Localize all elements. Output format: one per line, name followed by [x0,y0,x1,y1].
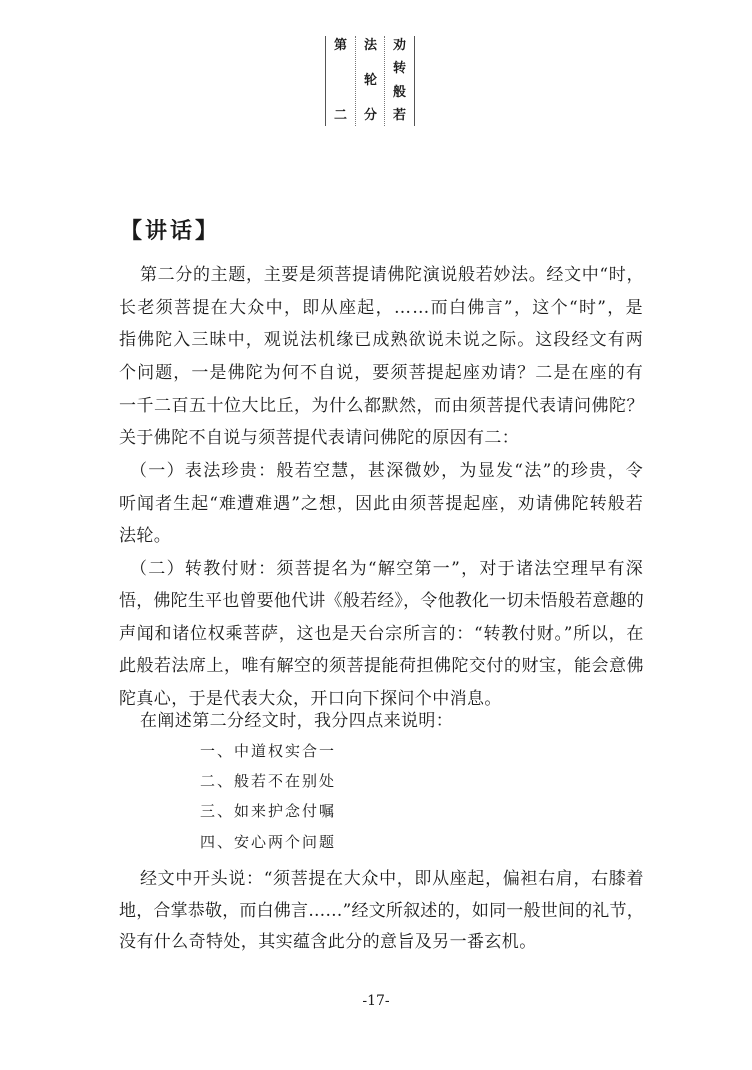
outline-item: 三、如来护念付嘱 [200,802,337,820]
paragraph-line: 法轮。 [119,526,172,546]
header-title-char: 般 [392,85,406,100]
header-section-column [355,36,385,126]
header-chapter-char: 二 [333,108,347,123]
paragraph-line: 长老须菩提在大众中，即从座起，……而白佛言”，这个“时”，是 [119,298,644,318]
paragraph-line: 没有什么奇特处，其实蕴含此分的意旨及另一番玄机。 [119,932,537,952]
header-section-char: 轮 [363,73,377,88]
header-title-column [384,36,414,126]
paragraph-line: 听闻者生起“难遭难遇”之想，因此由须菩提起座，劝请佛陀转般若 [119,494,644,514]
section-heading: 【讲话】 [120,218,221,244]
header-title-char: 劝 [392,38,406,53]
paragraph-line: （一）表法珍贵：般若空慧，甚深微妙，为显发“法”的珍贵，令 [130,461,645,481]
paragraph-line: 此般若法席上，唯有解空的须菩提能荷担佛陀交付的财宝，能会意佛 [119,656,644,676]
paragraph-line: 指佛陀入三昧中，观说法机缘已成熟欲说未说之际。这段经文有两 [119,330,644,350]
header-section-char: 分 [363,108,377,123]
paragraph-line: 关于佛陀不自说与须菩提代表请问佛陀的原因有二： [119,428,520,448]
page-number: -17- [362,993,390,1009]
header-title-char: 转 [392,61,406,76]
paragraph-line: 悟，佛陀生平也曾要他代讲《般若经》，令他教化一切未悟般若意趣的 [119,591,645,611]
paragraph-line: 声闻和诸位权乘菩萨，这也是天台宗所言的：“转教付财。”所以，在 [119,624,645,644]
header-section-char: 法 [363,38,377,53]
paragraph-line: 地，合掌恭敬，而白佛言……”经文所叙述的，如同一般世间的礼节， [119,901,644,921]
header-chapter-column [326,36,355,126]
outline-item: 四、安心两个问题 [200,833,337,851]
paragraph-line: 第二分的主题，主要是须菩提请佛陀演说般若妙法。经文中“时， [140,265,645,285]
paragraph-line: 一千二百五十位大比丘，为什么都默然，而由须菩提代表请问佛陀？ [119,396,644,416]
paragraph-line: 经文中开头说：“须菩提在大众中，即从座起，偏袒右肩，右膝着 [140,869,645,889]
outline-item: 二、般若不在别处 [200,772,337,790]
header-title-char: 若 [392,108,406,123]
paragraph-line: 个问题，一是佛陀为何不自说，要须菩提起座劝请？二是在座的有 [119,363,644,383]
outline-item: 一、中道权实合一 [200,742,337,760]
paragraph-line: 陀真心，于是代表大众，开口向下探问个中消息。 [119,689,502,709]
running-header [325,36,415,126]
header-chapter-char: 第 [333,38,347,53]
paragraph-line: 在阐述第二分经文时，我分四点来说明： [140,711,454,731]
paragraph-line: （二）转教付财：须菩提名为“解空第一”，对于诸法空理早有深 [130,559,645,579]
